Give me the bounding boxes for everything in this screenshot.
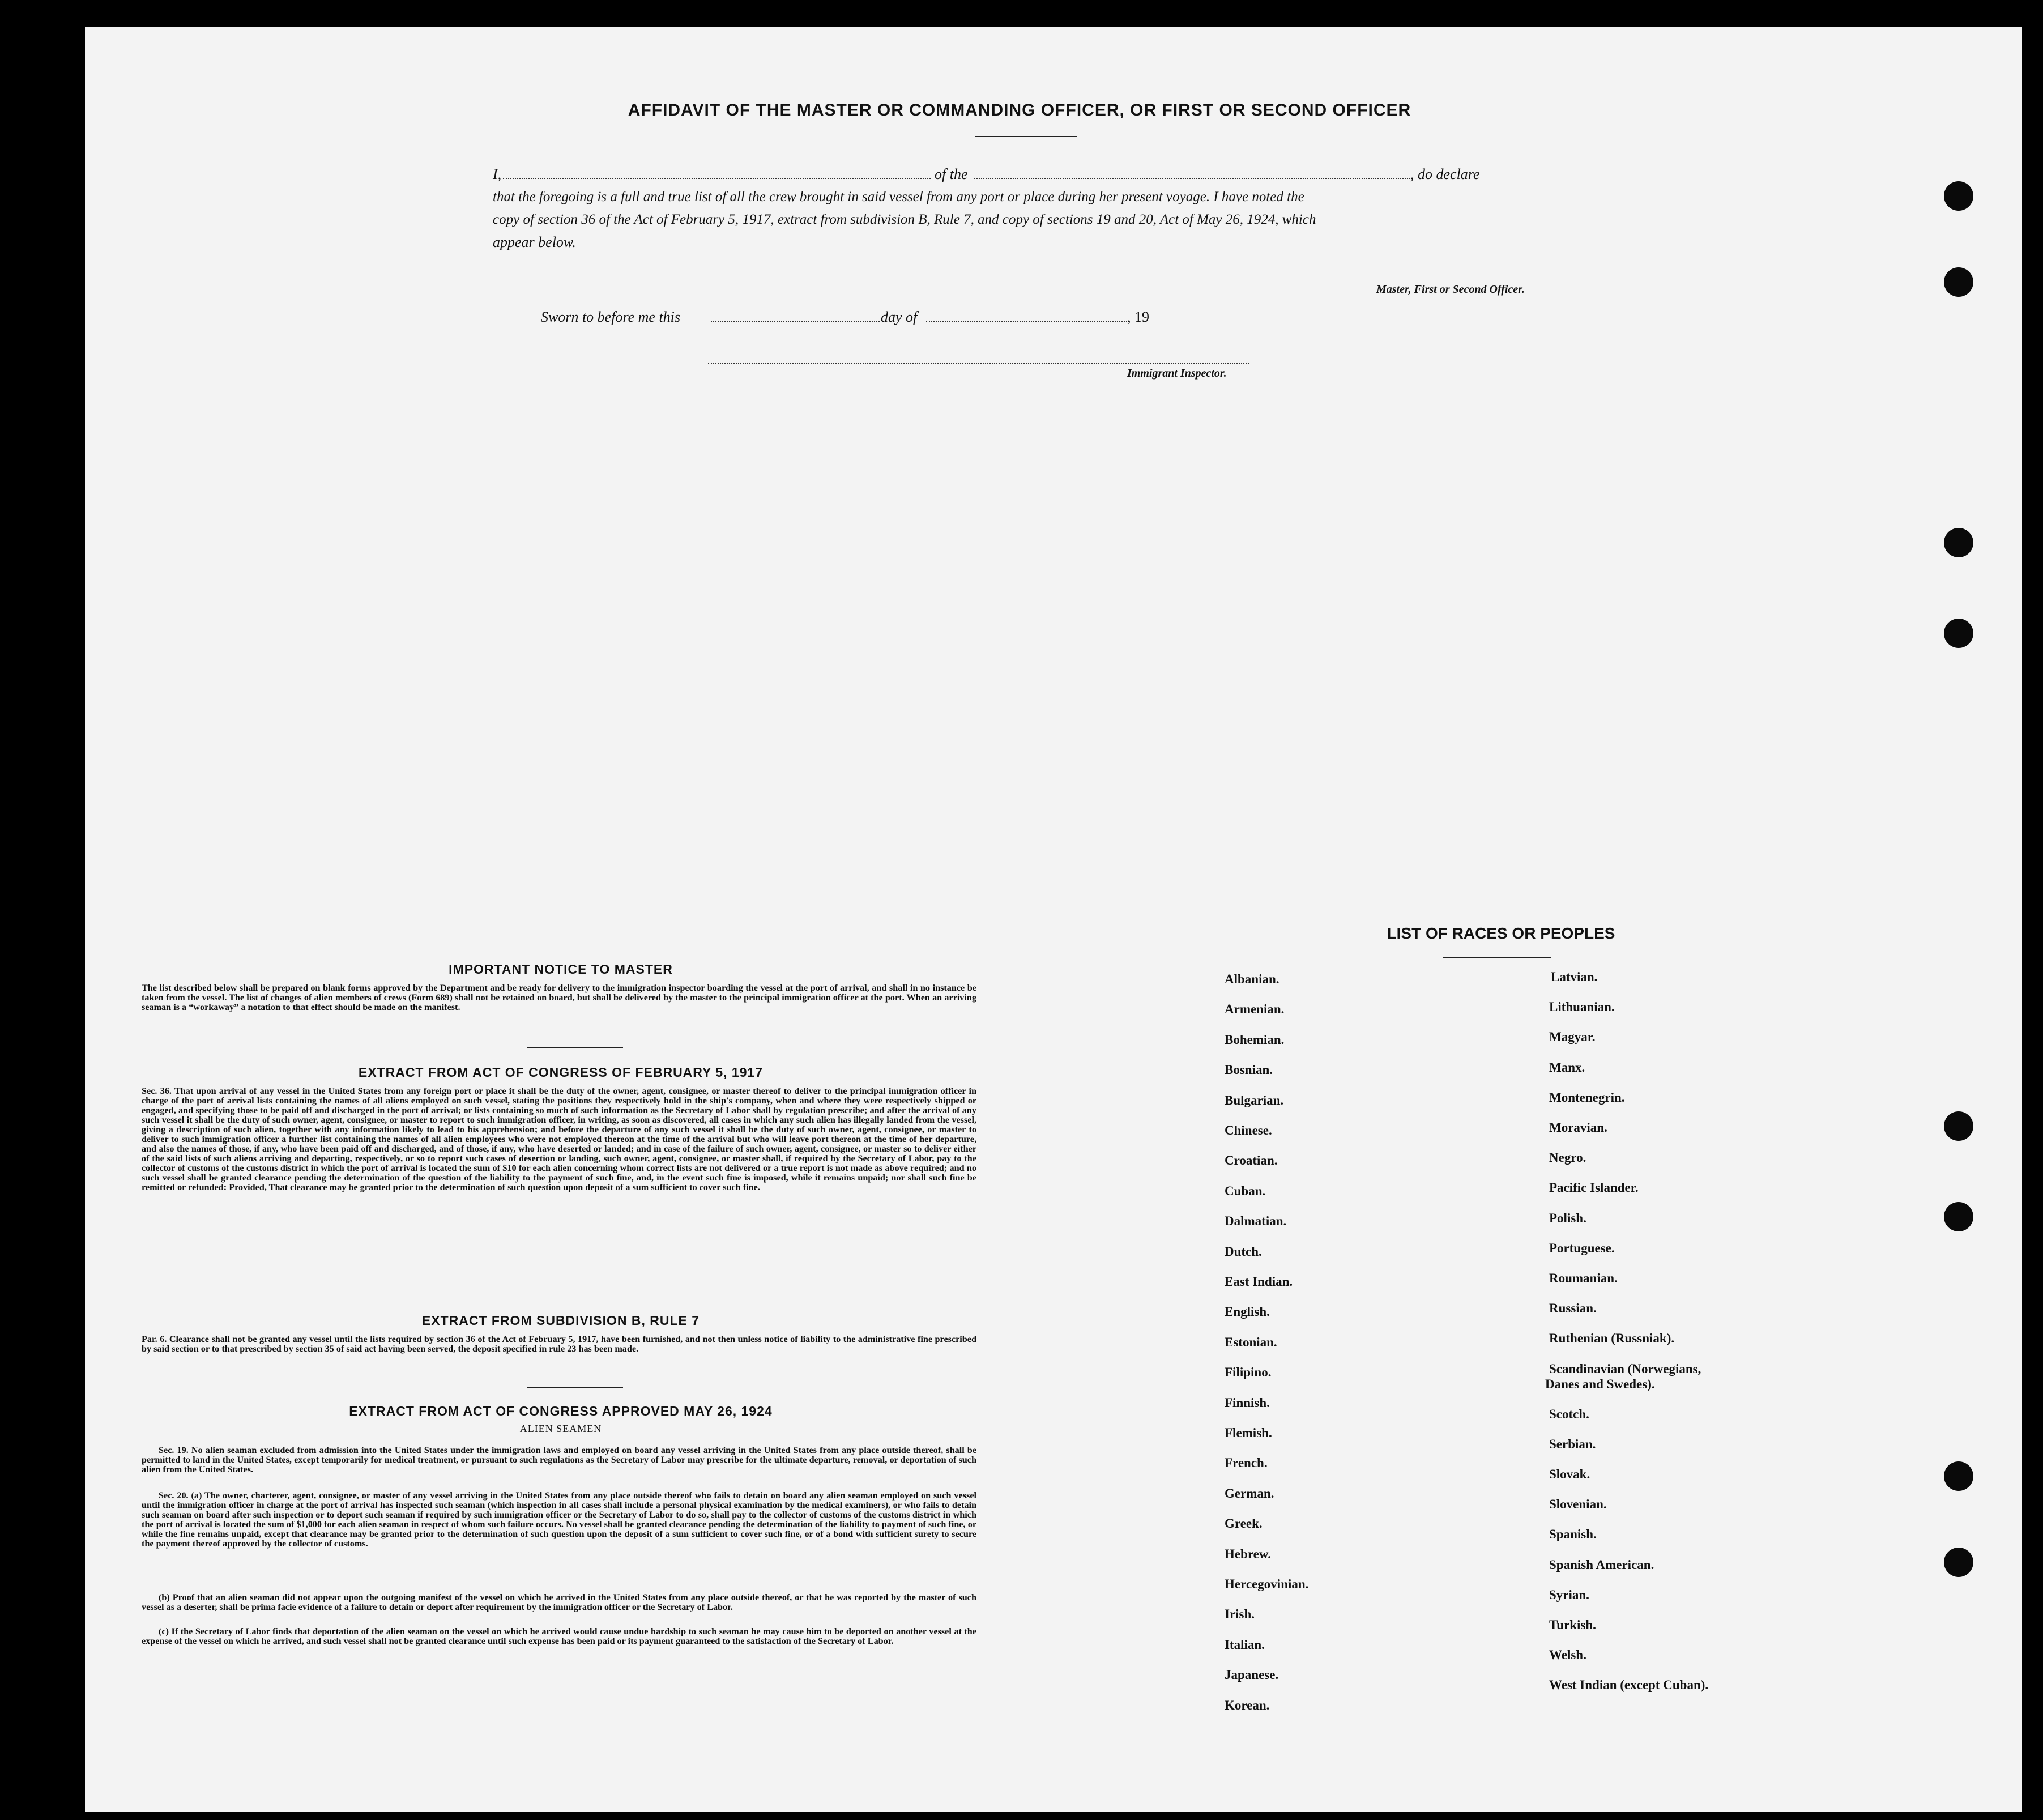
affidavit-line-3: copy of section 36 of the Act of February 5, 1917, extract from subdivision B, Rule 7, and copy of sections 19 and 20, Act of May 26, 1924, which (493, 212, 1316, 227)
race-item: Lithuanian. (1549, 1000, 1615, 1015)
race-item: Chinese. (1225, 1123, 1272, 1137)
notice-title: IMPORTANT NOTICE TO MASTER (449, 962, 673, 977)
punch-hole (1944, 1548, 1973, 1577)
affidavit-title: AFFIDAVIT OF THE MASTER OR COMMANDING OFFICER, OR FIRST OR SECOND OFFICER (628, 101, 1411, 120)
race-item: Italian. (1225, 1637, 1265, 1652)
race-item: Latvian. (1551, 970, 1598, 984)
race-item: Montenegrin. (1549, 1090, 1625, 1105)
race-item: Scandinavian (Norwegians, (1549, 1361, 1701, 1376)
race-item: Estonian. (1225, 1335, 1277, 1349)
race-item: Welsh. (1549, 1648, 1586, 1663)
race-item: Flemish. (1225, 1426, 1272, 1440)
sec20c-text: (c) If the Secretary of Labor finds that deportation of the alien seaman on the vessel on which he arrived would cause undue hardship to such seaman he may cause him to be deported on another vessel at the expense of the vessel on which he arrived, and such vessel shall not be granted clearance until such expense has been paid or its payment guaranteed to the satisfaction of the Secretary of Labor. (142, 1626, 976, 1646)
race-item: Croatian. (1225, 1153, 1278, 1168)
race-item: Greek. (1225, 1516, 1263, 1531)
race-item: Portuguese. (1549, 1241, 1615, 1255)
affidavit-line-4: appear below. (493, 234, 576, 250)
name-field[interactable] (503, 178, 931, 179)
extract-1917-title: EXTRACT FROM ACT OF CONGRESS OF FEBRUARY 5, 1917 (358, 1065, 764, 1080)
alien-seamen-subtitle: ALIEN SEAMEN (519, 1423, 602, 1434)
punch-hole (1944, 1111, 1973, 1141)
race-item: Serbian. (1549, 1437, 1596, 1451)
title-underline (975, 136, 1077, 137)
master-caption: Master, First or Second Officer. (1376, 283, 1525, 296)
day-of-label: day of (881, 309, 918, 325)
race-item: Bohemian. (1225, 1032, 1285, 1047)
race-item: Spanish American. (1549, 1557, 1654, 1572)
sec20a-text: Sec. 20. (a) The owner, charterer, agent, consignee, or master of any vessel arriving in the United States from any place outside thereof who fails to detain on board any alien seaman employed on such vessel until the immigration officer in charge at the port of arrival has inspected such seaman (which inspection in all cases shall include a personal physical examination by the medical examiners), or who fails to detain such seaman on board after such inspection or to deport such seaman if required by such immigration officer or the Secretary of Labor to do so, shall pay to the collector of customs of the customs district in which the port of arrival is located the sum of $1,000 for each alien seaman in respect of whom such failure occurs. No vessel shall be granted clearance pending the determination of the liability to payment of such fine, or while the fine remains unpaid, except that clearance may be granted prior to the determination of such question upon the deposit of a sum sufficient to cover such fine, or of a bond with sufficient surety to secure the payment thereof approved by the collector of customs. (142, 1490, 976, 1549)
race-item: East Indian. (1225, 1275, 1293, 1289)
races-title: LIST OF RACES OR PEOPLES (1387, 924, 1615, 942)
race-item: Negro. (1549, 1150, 1586, 1165)
race-item: Slovak. (1549, 1467, 1590, 1481)
extract-rule7-title: EXTRACT FROM SUBDIVISION B, RULE 7 (421, 1313, 700, 1328)
notice-text: The list described below shall be prepared on blank forms approved by the Department and be ready for delivery to the immigration inspector boarding the vessel at the port of arrival, and shall in no instance be taken from the vessel. The list of changes of alien members of crews (Form 689) shall not be retained on board, but shall be delivered by the master to the principal immigration officer at the port. When an arriving seaman is a “workaway” a notation to that effect should be made on the manifest. (142, 983, 976, 1012)
inspector-caption: Immigrant Inspector. (1127, 367, 1227, 380)
of-the-label: of the (935, 166, 968, 182)
race-item: Dalmatian. (1225, 1214, 1287, 1229)
race-item: Moravian. (1549, 1120, 1607, 1135)
sworn-day-field[interactable] (711, 321, 880, 322)
sec19-text: Sec. 19. No alien seaman excluded from admission into the United States under the immigration laws and employed on board any vessel arriving in the United States from any place outside thereof, shall be permitted to land in the United States, except temporarily for medical treatment, or pursuant to such regulations as the Secretary of Labor may prescribe for the ultimate departure, removal, or deportation of such alien from the United States. (142, 1445, 976, 1474)
punch-hole (1944, 528, 1973, 557)
sworn-month-field[interactable] (926, 321, 1127, 322)
race-item: Armenian. (1225, 1002, 1285, 1017)
race-item: Cuban. (1225, 1183, 1266, 1198)
race-item: Dutch. (1225, 1244, 1262, 1259)
race-item: Filipino. (1225, 1365, 1272, 1380)
race-item: Turkish. (1549, 1618, 1596, 1632)
race-item: Polish. (1549, 1211, 1586, 1225)
race-item: Ruthenian (Russniak). (1549, 1331, 1675, 1346)
race-item: Russian. (1549, 1301, 1597, 1316)
punch-hole (1944, 267, 1973, 297)
punch-hole (1944, 1461, 1973, 1491)
punch-hole (1944, 619, 1973, 648)
race-item: Spanish. (1549, 1527, 1597, 1542)
race-item: Scotch. (1549, 1406, 1589, 1421)
race-item: West Indian (except Cuban). (1549, 1678, 1709, 1693)
race-item: Danes and Swedes). (1545, 1376, 1655, 1391)
race-item: Bosnian. (1225, 1063, 1273, 1077)
extract-1924-title: EXTRACT FROM ACT OF CONGRESS APPROVED MAY 26, 1924 (349, 1404, 773, 1418)
race-item: Slovenian. (1549, 1497, 1607, 1512)
year-label: , 19 (1127, 309, 1149, 325)
race-item: Bulgarian. (1225, 1093, 1284, 1107)
race-item: Magyar. (1549, 1030, 1596, 1045)
extract-1917-text: Sec. 36. That upon arrival of any vessel in the United States from any foreign port or place it shall be the duty of the owner, agent, consignee, or master thereof to deliver to the principal immigration officer in charge of the port of arrival lists containing the names of all aliens employed on such vessel, stating the positions they respectively hold in the ship's company, when and where they were respectively shipped or engaged, and specifying those to be paid off and discharged in the port of arrival; or lists containing so much of such information as the Secretary of Labor shall by regulation prescribe; and after the arrival of any such vessel it shall be the duty of such owner, agent, consignee, or master to report to such immigration officer, in writing, as soon as discovered, all cases in which any such alien has illegally landed from the vessel, giving a description of such alien, together with any information likely to lead to his apprehension; and before the departure of any such vessel it shall be the duty of such owner, agent, consignee, or master to deliver to such immigration officer a further list containing the names of all alien employees who were not employed thereon at the time of the arrival but who will leave port thereon at the time of her departure, and also the names of those, if any, who have been paid off and discharged, and of those, if any, who have deserted or landed; and in case of the failure of such owner, agent, consignee, or master so to deliver either of the said lists of such aliens arriving and departing, respectively, or so to report such cases of desertion or landing, such owner, agent, consignee, or master shall, if required by the Secretary of Labor, pay to the collector of customs of the customs district in which the port of arrival is located the sum of $10 for each alien concerning whom correct lists are not delivered or a true report is not made as above required; and no such vessel shall be granted clearance pending the determination of the question of the liability to the payment of such fine, and, in the event such fine is imposed, while it remains unpaid; nor shall such fine be remitted or refunded: Provided, That clearance may be granted prior to the determination of such question upon deposit of a sum sufficient to cover such fine. (142, 1086, 976, 1192)
race-item: Finnish. (1225, 1395, 1270, 1410)
punch-hole (1944, 1202, 1973, 1231)
divider (527, 1387, 623, 1388)
do-declare-label: , do declare (1410, 166, 1480, 182)
race-item: Irish. (1225, 1607, 1255, 1622)
race-item: Syrian. (1549, 1587, 1589, 1602)
inspector-signature-line[interactable] (708, 363, 1249, 364)
punch-hole (1944, 181, 1973, 211)
race-item: Roumanian. (1549, 1271, 1618, 1285)
race-item: Albanian. (1225, 972, 1279, 986)
race-item: Japanese. (1225, 1668, 1279, 1682)
race-item: English. (1225, 1305, 1270, 1319)
races-title-underline (1443, 957, 1551, 958)
race-item: French. (1225, 1456, 1268, 1471)
race-item: Manx. (1549, 1060, 1585, 1075)
race-item: Korean. (1225, 1698, 1270, 1712)
race-item: Pacific Islander. (1549, 1180, 1639, 1195)
affidavit-line-2: that the foregoing is a full and true list of all the crew brought in said vessel from any port or place during her present voyage. I have noted the (493, 189, 1304, 204)
vessel-field[interactable] (974, 178, 1410, 179)
race-item: Hercegovinian. (1225, 1577, 1309, 1591)
race-item: German. (1225, 1486, 1274, 1501)
sworn-label: Sworn to before me this (541, 309, 681, 325)
sec20b-text: (b) Proof that an alien seaman did not appear upon the outgoing manifest of the vessel on which he arrived in the United States from any place outside thereof, or that he was reported by the master of such vessel as a deserter, shall be prima facie evidence of a failure to detain or deport after requirement by the immigration officer or the Secretary of Labor. (142, 1592, 976, 1612)
extract-rule7-text: Par. 6. Clearance shall not be granted any vessel until the lists required by section 36 of the Act of February 5, 1917, have been furnished, and not then unless notice of liability to the administrative fine prescribed by said section or to that prescribed by section 35 of said act having been served, the deposit specified in rule 23 has been made. (142, 1334, 976, 1354)
divider (527, 1047, 623, 1048)
i-label: I, (493, 166, 502, 182)
race-item: Hebrew. (1225, 1546, 1271, 1561)
